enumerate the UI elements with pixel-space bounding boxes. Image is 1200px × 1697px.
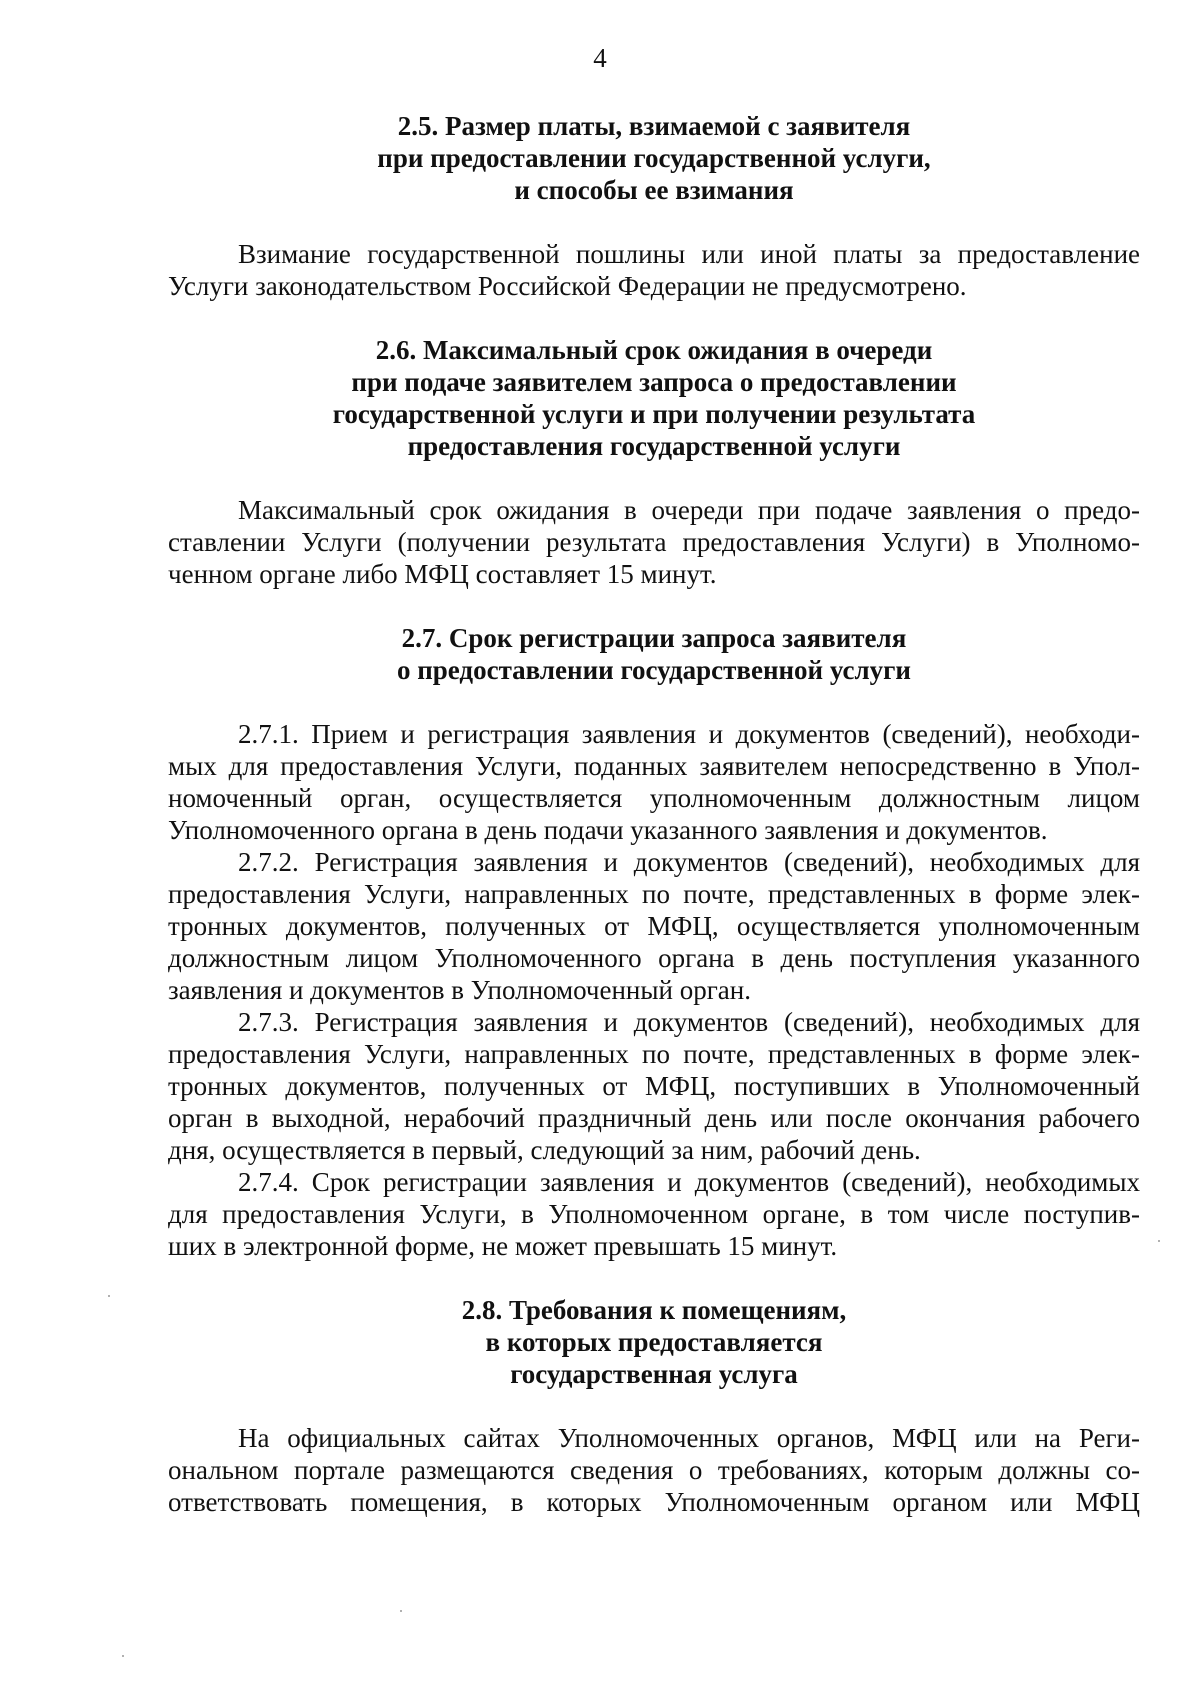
heading-line: государственной услуги и при получении результата — [332, 399, 976, 429]
heading-line: при подаче заявителем запроса о предоставлении — [351, 367, 957, 397]
paragraph-line: Максимальный срок ожидания в очереди при подаче заявления о предо- — [238, 495, 1140, 525]
document-body — [168, 110, 1140, 1518]
heading-line: 2.6. Максимальный срок ожидания в очереди — [375, 335, 933, 365]
section-2-5-heading — [168, 110, 1140, 206]
paragraph-line: тронных документов, полученных от МФЦ, осуществляется уполномоченным — [168, 911, 1140, 941]
page-number: 4 — [593, 43, 607, 73]
paragraph-line: Услуги законодательством Российской Федерации не предусмотрено. — [168, 271, 967, 301]
paragraph-line: ответствовать помещения, в которых Уполномоченным органом или МФЦ — [168, 1487, 1140, 1517]
paragraph-line: предоставления Услуги, направленных по почте, представленных в форме элек- — [168, 879, 1140, 909]
paragraph-line: 2.7.3. Регистрация заявления и документов (сведений), необходимых для — [238, 1007, 1140, 1037]
heading-line: 2.8. Требования к помещениям, — [461, 1295, 847, 1325]
paragraph-2-7-1 — [168, 718, 1140, 846]
paragraph-line: ональном портале размещаются сведения о требованиях, которым должны со- — [168, 1455, 1140, 1485]
heading-line: 2.7. Срок регистрации запроса заявителя — [401, 623, 907, 653]
paragraph-line: номоченный орган, осуществляется уполномоченным должностным лицом — [168, 783, 1140, 813]
paragraph-line: ставлении Услуги (получении результата предоставления Услуги) в Уполномо- — [168, 527, 1140, 557]
paragraph-line: тронных документов, полученных от МФЦ, поступивших в Уполномоченный — [168, 1071, 1140, 1101]
paragraph-line: заявления и документов в Уполномоченный орган. — [168, 975, 751, 1005]
paragraph-2-7-2 — [168, 846, 1140, 1006]
heading-line: и способы ее взимания — [514, 175, 794, 205]
section-2-7-heading — [168, 622, 1140, 686]
heading-line: 2.5. Размер платы, взимаемой с заявителя — [397, 111, 911, 141]
section-2-6-heading — [168, 334, 1140, 462]
heading-line: о предоставлении государственной услуги — [396, 655, 911, 685]
scan-speck — [400, 1610, 402, 1612]
paragraph-line: для предоставления Услуги, в Уполномоченном органе, в том числе поступив- — [168, 1199, 1140, 1229]
paragraph-line: На официальных сайтах Уполномоченных органов, МФЦ или на Реги- — [238, 1423, 1140, 1453]
scan-speck — [1158, 1240, 1160, 1242]
paragraph-2-7-4 — [168, 1166, 1140, 1262]
paragraph-line: ших в электронной форме, не может превышать 15 минут. — [168, 1231, 838, 1261]
paragraph-line: должностным лицом Уполномоченного органа в день поступления указанного — [168, 943, 1140, 973]
paragraph-line: предоставления Услуги, направленных по почте, представленных в форме элек- — [168, 1039, 1140, 1069]
heading-line: при предоставлении государственной услуги, — [377, 143, 931, 173]
paragraph-2-7-3 — [168, 1006, 1140, 1166]
paragraph-line: мых для предоставления Услуги, поданных заявителем непосредственно в Упол- — [168, 751, 1140, 781]
paragraph-line: Взимание государственной пошлины или иной платы за предоставление — [238, 239, 1140, 269]
paragraph-line: Уполномоченного органа в день подачи указанного заявления и документов. — [168, 815, 1048, 845]
section-2-8-paragraph — [168, 1422, 1140, 1518]
paragraph-line: 2.7.2. Регистрация заявления и документов (сведений), необходимых для — [238, 847, 1140, 877]
heading-line: в которых предоставляется — [485, 1327, 823, 1357]
scan-speck — [122, 1655, 124, 1657]
heading-line: предоставления государственной услуги — [407, 431, 901, 461]
section-2-8-heading — [168, 1294, 1140, 1390]
paragraph-line: 2.7.1. Прием и регистрация заявления и документов (сведений), необходи- — [238, 719, 1140, 749]
paragraph-line: ченном органе либо МФЦ составляет 15 минут. — [168, 559, 717, 589]
paragraph-line: орган в выходной, нерабочий праздничный день или после окончания рабочего — [168, 1103, 1140, 1133]
section-2-5-paragraph — [168, 238, 1140, 302]
heading-line: государственная услуга — [510, 1359, 798, 1389]
section-2-6-paragraph — [168, 494, 1140, 590]
paragraph-line: дня, осуществляется в первый, следующий за ним, рабочий день. — [168, 1135, 921, 1165]
scan-speck — [108, 1295, 110, 1297]
paragraph-line: 2.7.4. Срок регистрации заявления и документов (сведений), необходимых — [238, 1167, 1140, 1197]
